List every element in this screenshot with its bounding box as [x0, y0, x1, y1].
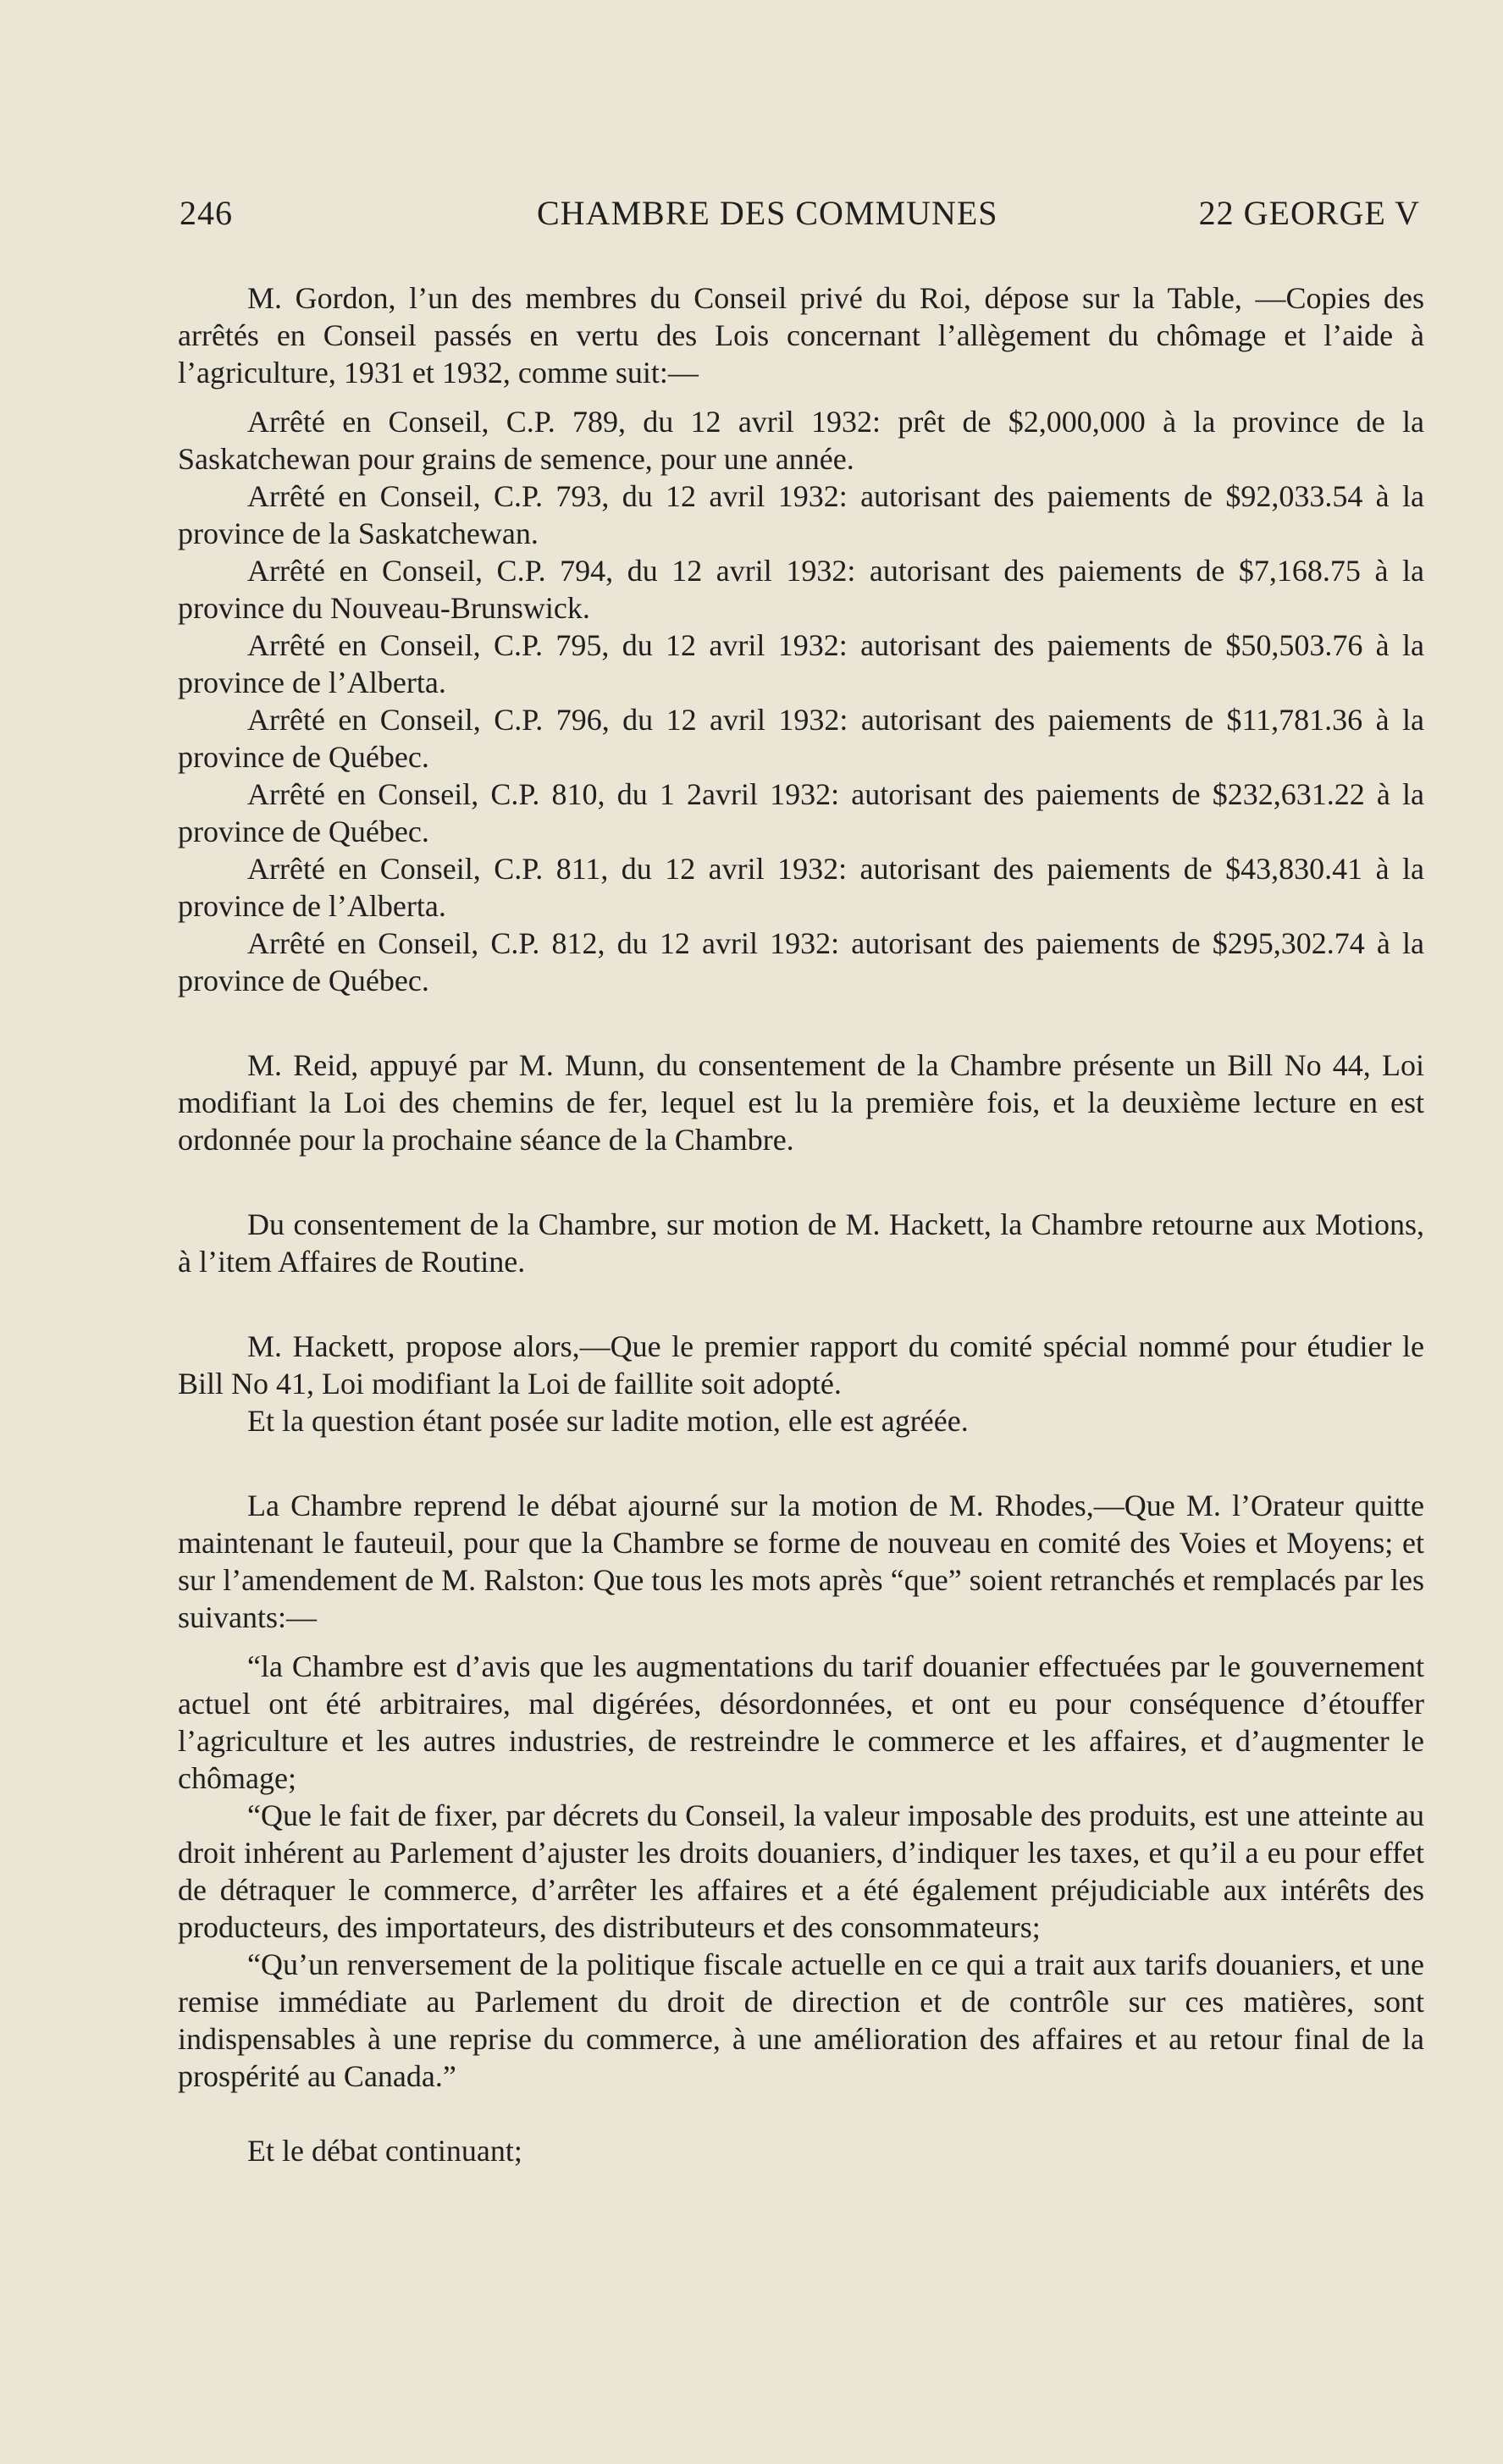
page-number: 246 [180, 194, 233, 232]
order-in-council-812: Arrêté en Conseil, C.P. 812, du 12 avril 1932: autorisant des paiements de $295,302.74 à la province de Québec. [178, 926, 1424, 997]
paragraph-hackett-report: M. Hackett, propose alors,—Que le premier rapport du comité spécial nommé pour étudier le Bill No 41, Loi modifiant la Loi de faillite soit adopté. [178, 1329, 1424, 1401]
document-body [178, 279, 1424, 2169]
paragraph-gordon: M. Gordon, l’un des membres du Conseil privé du Roi, dépose sur la Table, —Copies des arrêtés en Conseil passés en vertu des Lois concernant l’allègement du chômage et l’aide à l’agriculture, 1931 et 1932, comme suit:— [178, 281, 1424, 389]
quote-fiscal-policy: “Qu’un renversement de la politique fiscale actuelle en ce qui a trait aux tarifs douaniers, et une remise immédiate au Parlement du droit de direction et de contrôle sur ces matières, sont indispensables à une reprise du commerce, à une amélioration des affaires et au retour final de la prospérité au Canada.” [178, 1947, 1424, 2093]
paragraph-debate-continuing: Et le débat continuant; [247, 2134, 522, 2168]
quote-orders-in-council: “Que le fait de fixer, par décrets du Conseil, la valeur imposable des produits, est une atteinte au droit inhérent au Parlement d’ajuster les droits douaniers, d’indiquer les taxes, et qu’il a eu pour effet de détraquer le commerce, d’arrêter les affaires et a été également préjudiciable aux intérêts des producteurs, des importateurs, des distributeurs et des consommateurs; [178, 1798, 1424, 1944]
order-in-council-811: Arrêté en Conseil, C.P. 811, du 12 avril 1932: autorisant des paiements de $43,830.41 à la province de l’Alberta. [178, 852, 1424, 923]
order-in-council-794: Arrêté en Conseil, C.P. 794, du 12 avril 1932: autorisant des paiements de $7,168.75 à la province du Nouveau-Brunswick. [178, 554, 1424, 625]
quote-tariff-increases: “la Chambre est d’avis que les augmentations du tarif douanier effectuées par le gouvernement actuel ont été arbitraires, mal digérées, désordonnées, et ont eu pour conséquence d’étouffer l’agriculture et les autres industries, de restreindre le commerce et les affaires, et d’augmenter le chômage; [178, 1649, 1424, 1795]
paragraph-debate-rhodes: La Chambre reprend le débat ajourné sur la motion de M. Rhodes,—Que M. l’Orateur quitte maintenant le fauteuil, pour que la Chambre se forme de nouveau en comité des Voies et Moyens; et sur l’amendement de M. Ralston: Que tous les mots après “que” soient retranchés et remplacés par les suivants:— [178, 1489, 1424, 1634]
paragraph-question-agreed: Et la question étant posée sur ladite motion, elle est agréée. [247, 1404, 969, 1438]
running-title: CHAMBRE DES COMMUNES [537, 194, 998, 232]
order-in-council-795: Arrêté en Conseil, C.P. 795, du 12 avril 1932: autorisant des paiements de $50,503.76 à la province de l’Alberta. [178, 628, 1424, 699]
order-in-council-810: Arrêté en Conseil, C.P. 810, du 1 2avril 1932: autorisant des paiements de $232,631.22 à la province de Québec. [178, 777, 1424, 848]
order-in-council-789: Arrêté en Conseil, C.P. 789, du 12 avril 1932: prêt de $2,000,000 à la province de la Saskatchewan pour grains de semence, pour une année. [178, 405, 1424, 476]
session-label: 22 GEORGE V [1198, 194, 1420, 232]
paragraph-reid-bill: M. Reid, appuyé par M. Munn, du consentement de la Chambre présente un Bill No 44, Loi modifiant la Loi des chemins de fer, lequel est lu la première fois, et la deuxième lecture en est ordonnée pour la prochaine séance de la Chambre. [178, 1048, 1424, 1157]
order-in-council-796: Arrêté en Conseil, C.P. 796, du 12 avril 1932: autorisant des paiements de $11,781.36 à la province de Québec. [178, 703, 1424, 774]
order-in-council-793: Arrêté en Conseil, C.P. 793, du 12 avril 1932: autorisant des paiements de $92,033.54 à la province de la Saskatchewan. [178, 479, 1424, 550]
page-header [180, 193, 1420, 235]
paragraph-motions: Du consentement de la Chambre, sur motion de M. Hackett, la Chambre retourne aux Motions, à l’item Affaires de Routine. [178, 1207, 1424, 1279]
